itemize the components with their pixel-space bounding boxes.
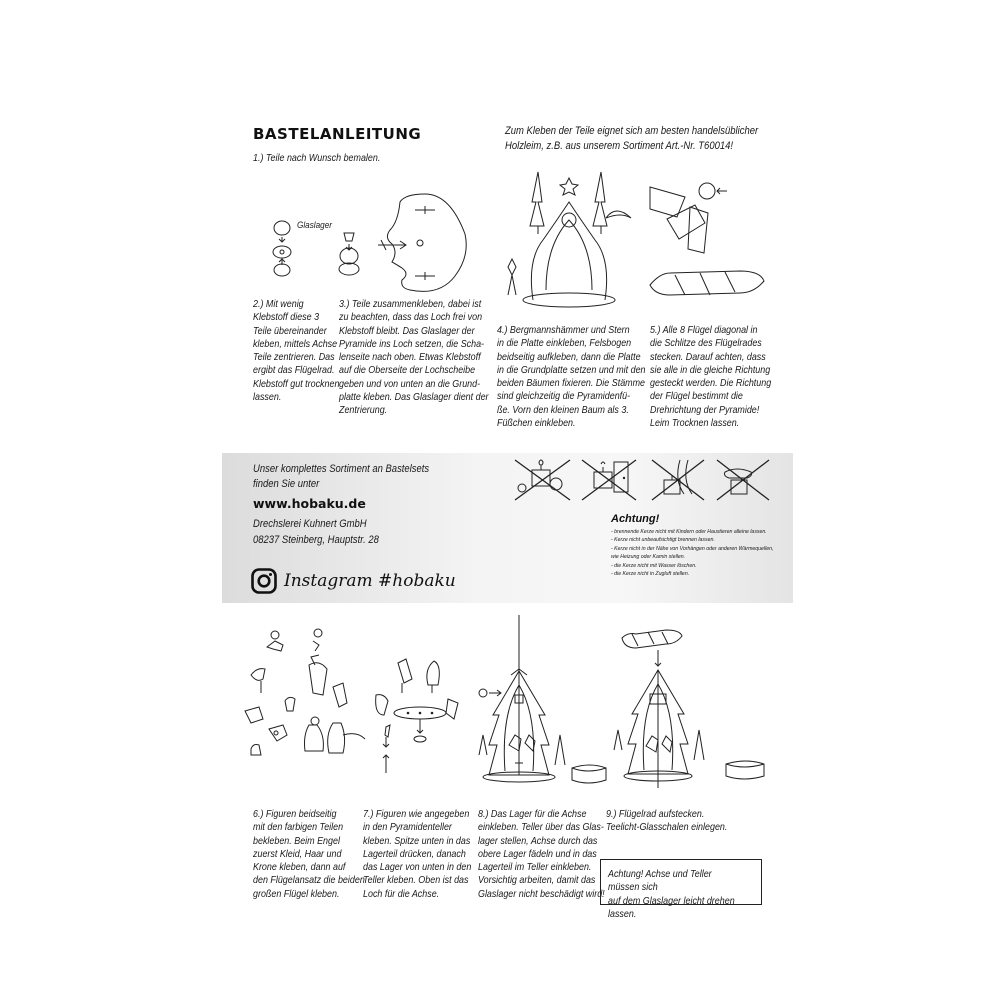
step-7-text: 7.) Figuren wie angegeben in den Pyramidenteller kleben. Spitze unten in das Lagerteil drücken, danach das Lager von unten in den Teller kleben. Oben ist das Loch für die Achse. [363,809,472,900]
promo-line-2: finden Sie unter [253,478,320,490]
step-3-text: 3.) Teile zusammenkleben, dabei ist zu beachten, dass das Loch frei von Klebstoff bleibt. Das Glaslager der Pyramide ins Loch setzen, die Scha- lenseite nach oben. Etwas Klebstoff auf die Oberseite der Lochscheibe geben und von unten an die Grund- platte kleben. Das Glaslager dient der Zentrierung. [339,299,489,417]
safety-item: - die Kerze nicht mit Wasser löschen. [611,562,697,569]
company-name: Drechslerei Kuhnert GmbH [253,518,367,530]
safety-icons [510,458,780,508]
safety-list [611,528,773,578]
plate-assembly-icon [368,655,468,775]
safety-item: - Kerze nicht in der Nähe von Vorhängen oder anderen Wärmequellen, wie Heizung oder Kamin stellen. [611,545,774,561]
no-children-icon [515,460,570,500]
warning-box [600,859,762,920]
instagram-icon[interactable] [251,568,277,594]
no-water-icon [717,460,769,500]
website-link[interactable]: www.hobaku.de [253,496,366,511]
promo-line-1: Unser komplettes Sortiment an Bastelsets [253,463,430,475]
glaslager-label: Glaslager [297,220,332,231]
no-curtains-icon [652,460,704,500]
propeller-blades-icon [645,175,765,305]
page-title: BASTELANLEITUNG [253,125,422,143]
pyramid-frame-icon [498,160,638,310]
glue-note: Zum Kleben der Teile eignet sich am besten handelsüblicher Holzleim, z.B. aus unserem Sortiment Art.-Nr. T60014! [505,125,759,152]
no-unattended-icon [582,460,636,500]
step-4-text: 4.) Bergmannshämmer und Stern in die Platte einkleben, Felsbogen beidseitig aufkleben, dann die Platte in die Grundplatte setzen und mit den beiden Bäumen fixieren. Die Stämme sind gleichzeitig die Pyramidenfü- ße. Vorn den kleinen Baum als 3. Füßchen einkleben. [497,325,646,430]
safety-title: Achtung! [611,513,660,525]
company-address: 08237 Steinberg, Hauptstr. 28 [253,534,379,546]
figures-icon [243,625,373,760]
safety-item: - die Kerze nicht in Zugluft stellen. [611,571,690,578]
instagram-handle[interactable]: Instagram #hobaku [284,571,456,591]
safety-item: - Kerze nicht unbeaufsichtigt brennen lassen. [611,537,715,544]
step-8-text: 8.) Das Lager für die Achse einkleben. Teller über das Glas- lager stellen, Achse durch das obere Lager fädeln und in das Lagerteil im Teller einkleben. Vorsichtig arbeiten, damit das Glaslager nicht beschädigt wird! [478,809,605,900]
step-1-text: 1.) Teile nach Wunsch bemalen. [253,153,381,164]
pyramid-with-wheel-icon [570,630,790,790]
step-2-text: 2.) Mit wenig Klebstoff diese 3 Teile übereinander kleben, mittels Achse Teile zentrieren. Das ergibt das Flügelrad. Klebstoff gut trocknen lassen. [253,299,340,404]
step-9-text: 9.) Flügelrad aufstecken. Teelicht-Glasschalen einlegen. [606,809,728,834]
step-6-text: 6.) Figuren beidseitig mit den farbigen Teilen bekleben. Beim Engel zuerst Kleid, Haar und Krone kleben, dann auf den Flügelansatz die beiden großen Flügel kleben. [253,809,365,900]
wheel-diagram-icon [260,190,480,290]
step-5-text: 5.) Alle 8 Flügel diagonal in die Schlitze des Flügelrades stecken. Darauf achten, dass sie alle in die gleiche Richtung gesteckt werden. Die Richtung der Flügel bestimmt die Drehrichtung der Pyramide! Leim Trocknen lassen. [650,325,772,430]
safety-item: - brennende Kerze nicht mit Kindern oder Haustieren alleine lassen. [611,529,767,535]
warning-text: Achtung! Achse und Teller müssen sich auf dem Glaslager leicht drehen lassen. [608,869,735,920]
